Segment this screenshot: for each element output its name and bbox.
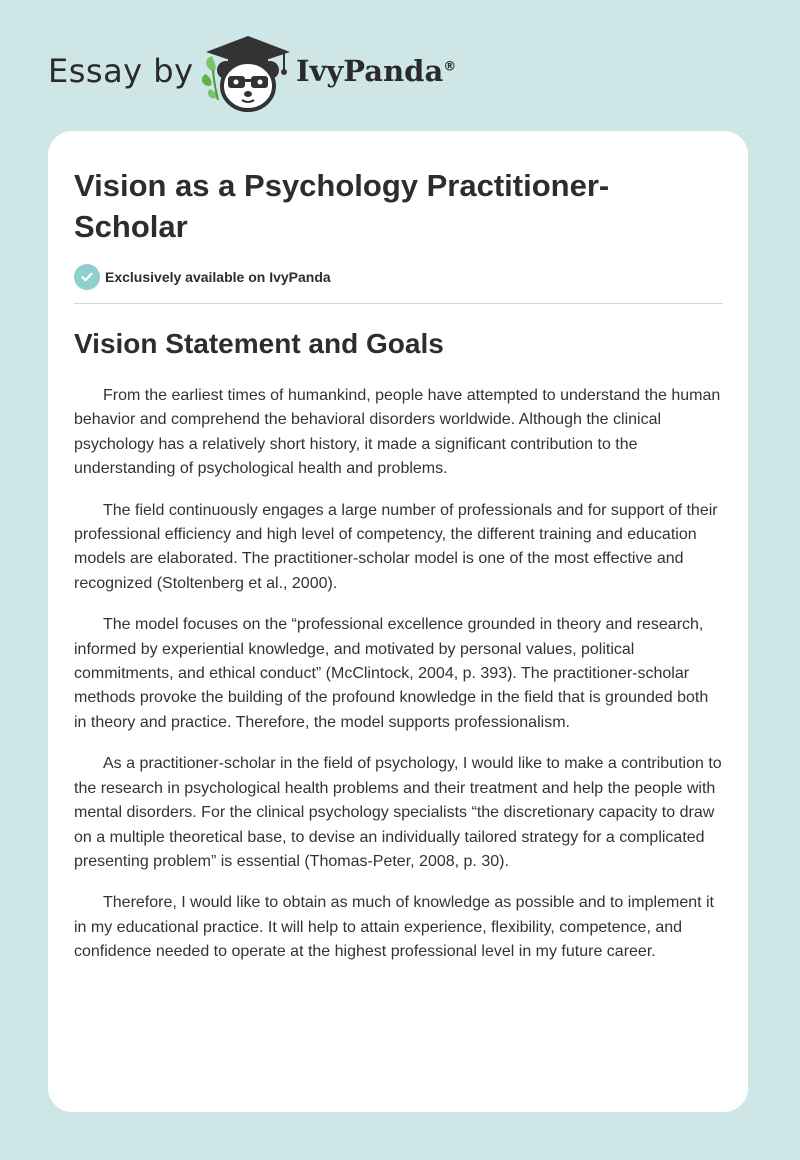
section-heading: Vision Statement and Goals [74,328,444,359]
article-body [74,384,724,982]
article-title: Vision as a Psychology Practitioner-Scholar [74,168,610,244]
body-paragraph: From the earliest times of humankind, people have attempted to understand the human behavior and comprehend the behavioral disorders worldwide. Although the clinical psychology has a relatively short history, it made a significant contribution to the understanding of psychological health and problems. [74,387,721,478]
essay-by-label: Essay by [48,52,194,90]
article-card [48,131,748,1112]
registered-mark: ® [443,59,457,75]
exclusive-badge [74,263,331,291]
body-paragraph: The model focuses on the “professional excellence grounded in theory and research, informed by experiential knowledge, and motivated by personal values, political commitments, and ethical conduct” (McClintock, 2004, p. 393). The practitioner-scholar methods provoke the building of the profound knowledge in the field that is grounded both in theory and practice. Therefore, the model supports professionalism. [74,616,709,731]
body-paragraph: The field continuously engages a large number of professionals and for support of their professional efficiency and high level of competency, the different training and education models are elaborated. The practitioner-scholar model is one of the most effective and recognized (Stoltenberg et al., 2000). [74,501,718,592]
site-header [0,0,800,130]
brand-name-text: IvyPanda [296,54,444,88]
panda-graduate-logo-icon[interactable] [200,34,296,114]
brand-name[interactable] [296,54,456,88]
check-circle-icon [74,264,100,290]
body-paragraph: As a practitioner-scholar in the field of psychology, I would like to make a contribution to the research in psychological health problems and their treatment and help the people with mental disorders. For the clinical psychology specialists “the discretionary capacity to draw on a multiple theoretical base, to devise an individually tailored strategy for a complicated presenting problem” is essential (Thomas-Peter, 2008, p. 30). [74,755,722,870]
body-paragraph: Therefore, I would like to obtain as much of knowledge as possible and to implement it in my educational practice. It will help to attain experience, flexibility, competence, and confidence needed to operate at the highest professional level in my future career. [74,894,714,961]
exclusive-badge-label: Exclusively available on IvyPanda [105,269,331,285]
divider [74,303,723,304]
